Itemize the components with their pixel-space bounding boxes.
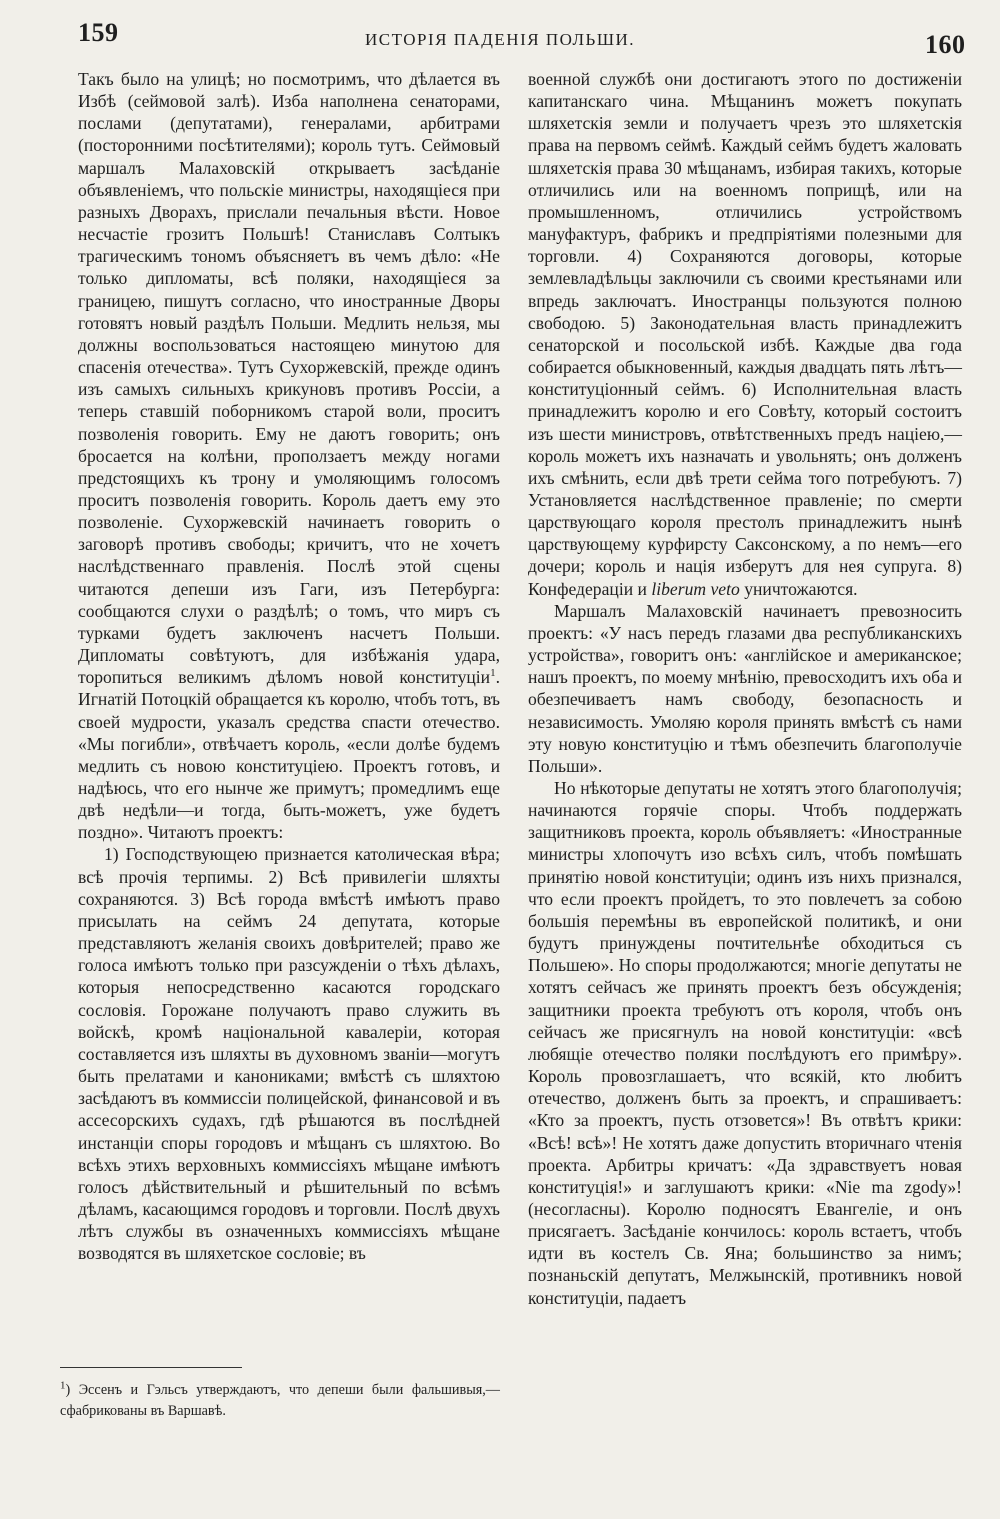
right-paragraph-1 [528,68,962,600]
footnote-text: ) Эссенъ и Гэльсъ утверждаютъ, что депеши были фальшивыя,—сфабрикованы въ Варшавѣ. [60,1382,500,1419]
right-paragraph-1-text: военной службѣ они достигаютъ этого по достиженіи капитанскаго чина. Мѣщанинъ можетъ покупать шляхетскія земли и получаетъ чрезъ это шляхетскія права на первомъ сеймѣ. Каждый сеймъ будетъ жаловать шляхетскія права 30 мѣщанамъ, избирая такихъ, которые отличились или на военномъ поприщѣ, или на промышленномъ, отличились устройствомъ мануфактуръ, фабрикъ и предпріятіями полезными для торговли. 4) Сохраняются договоры, которые землевладѣльцы заключили съ своими крестьянами или впредь заключатъ. Иностранцы пользуются полною свободою. 5) Законодательная власть принадлежитъ сенаторской и посольской избѣ. Каждые два года собирается обыкновенный, каждыя двадцать пять лѣтъ—конституціонный сеймъ. 6) Исполнительная власть принадлежитъ королю и его Совѣту, который состоитъ изъ шести министровъ, отвѣтственныхъ предъ націею,—король можетъ ихъ назначать и увольнять; онъ долженъ ихъ смѣнить, если двѣ трети сейма того потребуютъ. 7) Установляется наслѣдственное правленіе; по смерти царствующаго короля престолъ принадлежитъ нынѣ царствующему курфирсту Саксонскому, а по немъ—его дочери; король и нація изберутъ для нея супруга. 8) Конфедераціи и [528,69,962,599]
right-paragraph-1-tail: уничтожаются. [744,578,858,599]
footnote-divider [60,1367,242,1368]
right-column [528,68,962,1309]
running-title: ИСТОРІЯ ПАДЕНІЯ ПОЛЬШИ. [365,30,635,49]
left-paragraph-1-tail: . Игнатій Потоцкій обращается къ королю, чтобъ тотъ, въ своей мудрости, указалъ средства спасти отечество. «Мы погибли», отвѣчаетъ король, «если долѣе будемъ медлить съ новою конституціею. Проектъ готовъ, и надѣюсь, что его нынче же примутъ; промедлимъ еще двѣ недѣли—и тогда, быть-можетъ, уже будетъ поздно». Читаютъ проектъ: [78,667,500,843]
left-column [78,68,500,1264]
left-paragraph-1 [78,68,500,843]
page-number-left: 159 [78,18,119,47]
right-paragraph-2: Маршалъ Малаховскій начинаетъ превозносить проектъ: «У насъ передъ глазами два республиканскихъ устройства», говоритъ онъ: «англійское и американское; нашъ проектъ, по моему мнѣнію, превосходитъ ихъ оба и обезпечиваетъ намъ свободу, безопасность и независимость. Умоляю короля принять вмѣстѣ съ нами эту новую конституцію и тѣмъ обезпечить благополучіе Польши». [528,600,962,776]
liberum-veto-italic: liberum veto [651,578,740,599]
footnote-reference[interactable]: 1 [490,667,496,680]
left-paragraph-1-text: Такъ было на улицѣ; но посмотримъ, что дѣлается въ Избѣ (сеймовой залѣ). Изба наполнена сенаторами, послами (депутатами), генералами, арбитрами (посторонними посѣтителями); король тутъ. Сеймовый маршалъ Малаховскій открываетъ засѣданіе объявленіемъ, что польскіе министры, находящіеся при разныхъ Дворахъ, прислали печальныя вѣсти. Новое несчастіе грозитъ Польшѣ! Станиславъ Солтыкъ трагическимъ тономъ объясняетъ въ чемъ дѣло: «Не только дипломаты, всѣ поляки, находящіеся за границею, пишутъ согласно, что иностранные Дворы готовятъ новый раздѣлъ Польши. Медлить нельзя, мы должны воспользоваться настоящею минутою для спасенія отечества». Тутъ Сухоржевскій, прежде одинъ изъ самыхъ сильныхъ крикуновъ противъ Россіи, а теперь ставшій поборникомъ старой воли, проситъ позволенія говорить. Ему не даютъ говорить; онъ бросается на колѣни, проползаетъ между ногами предстоящихъ къ трону и умоляющимъ голосомъ проситъ позволенія говорить. Король даетъ ему это позволеніе. Сухоржевскій начинаетъ говорить о заговорѣ противъ свободы; кричитъ, что не хочетъ наслѣдственнаго правленія. Послѣ этой сцены читаются депеши изъ Гаги, изъ Петербурга: сообщаются слухи о раздѣлѣ; о томъ, что миръ съ турками будетъ заключенъ насчетъ Польши. Дипломаты совѣтуютъ, для избѣжанія удара, торопиться великимъ дѣломъ новой конституціи [78,69,500,688]
left-paragraph-2: 1) Господствующею признается католическая вѣра; всѣ прочія терпимы. 2) Всѣ привилегіи шляхты сохраняются. 3) Всѣ города вмѣстѣ имѣютъ право присылать на сеймъ 24 депутата, которые представляютъ желанія своихъ довѣрителей; право же голоса имѣютъ только при разсужденіи о тѣхъ дѣлахъ, которыя непосредственно касаются городскаго сословія. Горожане получаютъ право служить въ войскѣ, кромѣ національной кавалеріи, которая составляется изъ шляхты въ духовномъ званіи—могутъ быть прелатами и канониками; вмѣстѣ съ шляхтою засѣдаютъ въ коммиссіи полицейской, финансовой и въ ассесорскихъ судахъ, гдѣ рѣшаются въ послѣдней инстанціи споры городовъ и мѣщанъ съ шляхтою. Во всѣхъ этихъ верховныхъ коммиссіяхъ мѣщане имѣютъ голосъ дѣйствительный и рѣшительный по всѣмъ дѣламъ, касающимся городовъ и торговли. Послѣ двухъ лѣтъ службы въ означенныхъ коммиссіяхъ мѣщане возводятся въ шляхетское сословіе; въ [78,844,500,1264]
footnote [60,1380,500,1422]
footnote-mark: 1 [60,1379,66,1392]
page-number-right: 160 [925,30,966,59]
right-paragraph-3: Но нѣкоторые депутаты не хотятъ этого благополучія; начинаются горячіе споры. Чтобъ поддержать защитниковъ проекта, король объявляетъ: «Иностранные министры хлопочутъ изо всѣхъ силъ, чтобъ помѣшать принятію новой конституціи; одинъ изъ нихъ признался, что если проектъ пройдетъ, то это повлечетъ за собою большія перемѣны въ европейской политикѣ, и они будутъ принуждены почтительнѣе обходиться съ Польшею». Но споры продолжаются; многіе депутаты не хотятъ сейчасъ же принять проектъ безъ обсужденія; защитники проекта требуютъ отъ короля, чтобъ онъ сейчасъ же присягнулъ на новой конституціи: «всѣ любящіе отечество поляки послѣдуютъ его примѣру». Король провозглашаетъ, что всякій, кто любитъ отечество, долженъ быть за проектъ, и спрашиваетъ: «Кто за проектъ, пусть отзовется»! Въ отвѣтъ крики: «Всѣ! всѣ»! Не хотятъ даже допустить вторичнаго чтенія проекта. Арбитры кричатъ: «Да здравствуетъ новая конституція!» и заглушаютъ крики: «Nie ma zgody»! (несогласны). Королю подносятъ Евангеліе, и онъ присягаетъ. Засѣданіе кончилось: король встаетъ, чтобъ идти въ костелъ Св. Яна; большинство за нимъ; познаньскій депутатъ, Мелжынскій, противникъ новой конституціи, падаетъ [528,778,962,1308]
